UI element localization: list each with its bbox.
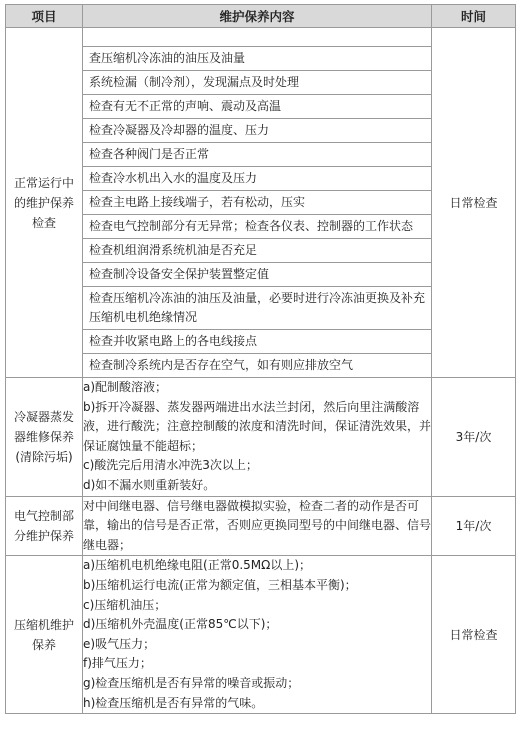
task-item: 检查冷凝器及冷却器的温度、压力 bbox=[83, 118, 431, 142]
step-item: 对中间继电器、信号继电器做模拟实验，检查二者的动作是否可靠，输出的信号是否正常，否则应更换同型号的中间继电器、信号继电器； bbox=[83, 498, 432, 552]
step-item: a)压缩机电机绝缘电阻(正常0.5MΩ以上)； bbox=[83, 558, 312, 573]
step-item: c)压缩机油压； bbox=[83, 597, 167, 612]
time-cell: 日常检查 bbox=[432, 28, 516, 378]
content-cell bbox=[83, 28, 432, 378]
step-item: h)检查压缩机是否有异常的气味。 bbox=[83, 695, 264, 710]
content-cell bbox=[83, 496, 432, 556]
task-item: 检查制冷设备安全保护装置整定值 bbox=[83, 262, 431, 286]
maintenance-table bbox=[5, 4, 516, 714]
step-item: b)拆开冷凝器、蒸发器两端进出水法兰封闭，然后向里注满酸溶液，进行酸洗；注意控制酸的浓度和清洗时间，保证清洗效果，并保证腐蚀量不能超标； bbox=[83, 399, 432, 453]
category-cell: 正常运行中的维护保养检查 bbox=[6, 28, 83, 378]
task-item: 检查电气控制部分有无异常；检查各仪表、控制器的工作状态 bbox=[83, 214, 431, 238]
task-item: 检查有无不正常的声响、震动及高温 bbox=[83, 94, 431, 118]
step-item: e)吸气压力； bbox=[83, 636, 156, 651]
header-row bbox=[6, 5, 516, 28]
content-cell bbox=[83, 556, 432, 714]
task-item: 检查制冷系统内是否存在空气，如有则应排放空气 bbox=[83, 353, 431, 377]
content-cell bbox=[83, 378, 432, 497]
task-item: 系统检漏（制冷剂），发现漏点及时处理 bbox=[83, 70, 431, 94]
category-cell: 冷凝器蒸发器维修保养(清除污垢) bbox=[6, 378, 83, 497]
step-item: b)压缩机运行电流(正常为额定值，三相基本平衡)； bbox=[83, 577, 357, 592]
category-cell: 压缩机维护保养 bbox=[6, 556, 83, 714]
header-item: 项目 bbox=[6, 5, 83, 28]
task-item: 检查冷水机出入水的温度及压力 bbox=[83, 166, 431, 190]
task-item: 检查主电路上接线端子，若有松动，压实 bbox=[83, 190, 431, 214]
table-row bbox=[6, 378, 516, 497]
step-item: f)排气压力； bbox=[83, 656, 152, 671]
task-item: 检查压缩机冷冻油的油压及油量，必要时进行冷冻油更换及补充压缩机电机绝缘情况 bbox=[83, 286, 431, 329]
step-item: c)酸洗完后用清水冲洗3次以上； bbox=[83, 458, 258, 473]
step-item: g)检查压缩机是否有异常的噪音或振动； bbox=[83, 675, 300, 690]
table-row bbox=[6, 28, 516, 378]
step-item: a)配制酸溶液； bbox=[83, 380, 168, 394]
task-item: 检查机组润滑系统机油是否充足 bbox=[83, 238, 431, 262]
category-cell: 电气控制部分维护保养 bbox=[6, 496, 83, 556]
time-cell: 3年/次 bbox=[432, 378, 516, 497]
header-time: 时间 bbox=[432, 5, 516, 28]
task-item: 检查并收紧电路上的各电线接点 bbox=[83, 329, 431, 353]
time-cell: 1年/次 bbox=[432, 496, 516, 556]
blank-line bbox=[83, 28, 431, 46]
table-row bbox=[6, 556, 516, 714]
header-content: 维护保养内容 bbox=[83, 5, 432, 28]
task-item: 查压缩机冷冻油的油压及油量 bbox=[83, 46, 431, 70]
table-row bbox=[6, 496, 516, 556]
step-item: d)压缩机外壳温度(正常85℃以下)； bbox=[83, 617, 278, 632]
task-item: 检查各种阀门是否正常 bbox=[83, 142, 431, 166]
step-item: d)如不漏水则重新装好。 bbox=[83, 477, 216, 492]
time-cell: 日常检查 bbox=[432, 556, 516, 714]
